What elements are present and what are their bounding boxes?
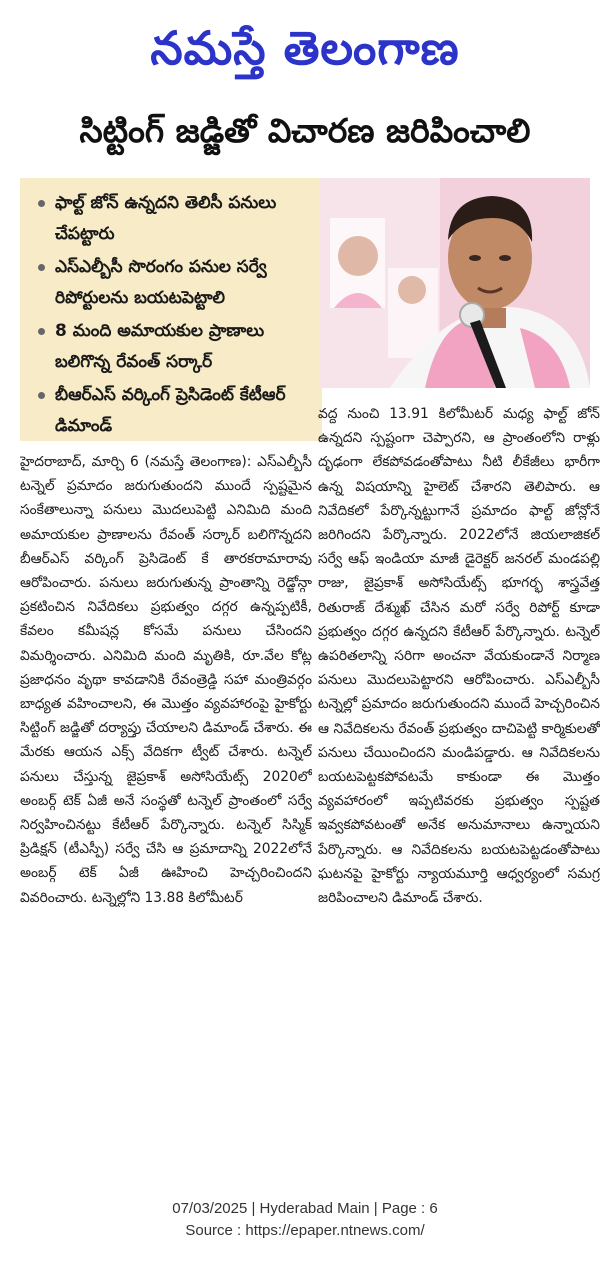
highlight-text: 8 మంది అమాయకుల ప్రాణాలు బలిగొన్న రేవంత్ సర్కార్ (55, 321, 265, 372)
highlight-text: బీఆర్ఎస్ వర్కింగ్ ప్రెసిడెంట్ కేటీఆర్ డిమాండ్ (55, 385, 286, 436)
highlight-item (38, 188, 310, 250)
highlight-text: ఫాల్ట్ జోన్ ఉన్నదని తెలిసీ పనులు చేపట్టారు (55, 193, 277, 244)
highlight-item (38, 380, 310, 442)
bullet-icon (38, 328, 45, 335)
bullet-icon (38, 392, 45, 399)
masthead (0, 8, 610, 88)
article-body-left-column: హైదరాబాద్, మార్చి 6 (నమస్తే తెలంగాణ): ఎస్ఎల్బీసీ టన్నెల్ ప్రమాదం జరుగుతుందని ముందే స్పష్టమైన సంకేతాలున్నా పనులు మొదలుపెట్టి ఎనిమిది మంది అమాయకుల ప్రాణాలను రేవంత్ సర్కార్ బలిగొన్నదని బీఆర్ఎస్ వర్కింగ్ ప్రెసిడెంట్ కే తారకరామారావు ఆరోపించారు. పనులు జరుగుతున్న ప్రాంతాన్ని రెడ్జోన్గా ప్రకటించిన నివేదికలు ప్రభుత్వం దగ్గర ఉన్నప్పటికీ, కేవలం కమీషన్ల కోసమే పనులు చేసిందని విమర్శించారు. ఎనిమిది మంది మృతికి, రూ.వేల కోట్ల ప్రజాధనం వృథా కావడానికి రేవంత్రెడ్డి సహా మంత్రివర్గం బాధ్యత వహించాలని, ఈ మొత్తం వ్యవహారంపై హైకోర్టు సిట్టింగ్ జడ్జితో దర్యాప్తు చేయాలని డిమాండ్ చేశారు. ఈ మేరకు ఆయన ఎక్స్ వేదికగా ట్వీట్ చేశారు. టన్నెల్ పనులు చేస్తున్న జైప్రకాశ్ అసోసియేట్స్ 2020లో అంబర్గ్ టెక్ ఏజీ అనే సంస్థతో టన్నెల్ ప్రాంతంలో సర్వే నిర్వహించినట్టు కేటీఆర్ పేర్కొన్నారు. టన్నెల్ సిస్మిక్ ప్రిడిక్షన్ (టీఎస్పీ) సర్వే చేసి ఆ ప్రమాదాన్ని 2022లోనే అంబర్గ్ టెక్ ఏజీ ఊహించి హెచ్చరించిందని వివరించారు. టన్నెల్లోని 13.88 కిలోమీటర్ (20, 454, 312, 906)
page-footer (0, 1198, 610, 1242)
speaker-photo (320, 178, 590, 388)
article-headline: సిట్టింగ్ జడ్జితో విచారణ జరిపించాలి (79, 111, 531, 150)
highlights-box (20, 178, 322, 441)
highlight-item (38, 316, 310, 378)
source-link[interactable]: Source : https://epaper.ntnews.com/ (185, 1222, 425, 1239)
newspaper-title: నమస్తే తెలంగాణ (150, 21, 460, 75)
bullet-icon (38, 264, 45, 271)
speaker-illustration (320, 178, 590, 388)
highlight-text: ఎస్ఎల్బీసీ సొరంగం పనుల సర్వే రిపోర్టులను బయటపెట్టాలి (55, 257, 267, 308)
article-body-right-column: వద్ద నుంచి 13.91 కిలోమీటర్ మధ్య ఫాల్ట్ జోన్ ఉన్నదని స్పష్టంగా చెప్పారని, ఆ ప్రాంతంలోని రాళ్లు దృఢంగా లేకపోవడంతోపాటు నీటి లీకేజీలు భారీగా ఉన్న విషయాన్ని హైలెట్ చేశారని తెలిపారు. ఆ నివేదికలో పేర్కొన్నట్టుగానే ప్రమాదం ఫాల్ట్ జోన్లోనే జరిగిందని పేర్కొన్నారు. 2022లోనే జియలాజికల్ సర్వే ఆఫ్ ఇండియా మాజీ డైరెక్టర్ జనరల్ మండపల్లి రాజు, జైప్రకాశ్ అసోసియేట్స్ భూగర్భ శాస్త్రవేత్త రితురాజ్ దేశ్ముఖ్ చేసిన మరో సర్వే రిపోర్ట్ కూడా ప్రభుత్వం దగ్గర ఉన్నదని కేటీఆర్ పేర్కొన్నారు. టన్నెల్ ఉపరితలాన్ని సరిగా అంచనా వేయకుండానే నిర్మాణ పనులు మొదలుపెట్టారని ఆరోపించారు. ఎస్ఎల్బీసీ టన్నెల్లో ప్రమాదం జరుగుతుందని ముందే హెచ్చరించిన ఆ నివేదికలను రేవంత్ ప్రభుత్వం దాచిపెట్టి కార్మికులతో పనులు చేయించిందని మండిపడ్డారు. ఆ నివేదికలను బయటపెట్టకపోవటమే కాకుండా ఈ మొత్తం వ్యవహారంలో ఇప్పటివరకు ప్రభుత్వం స్పష్టత ఇవ్వకపోవటంతో అనేక అనుమానాలు ఉన్నాయని పేర్కొన్నారు. ఆ నివేదికలను బయటపెట్టడంతోపాటు ఘటనపై హైకోర్టు న్యాయమూర్తి ఆధ్వర్యంలో సమగ్ర జరిపించాలని డిమాండ్ చేశారు. (318, 406, 600, 907)
edition-info: 07/03/2025 | Hyderabad Main | Page : 6 (172, 1200, 438, 1217)
bullet-icon (38, 200, 45, 207)
highlight-item (38, 252, 310, 314)
